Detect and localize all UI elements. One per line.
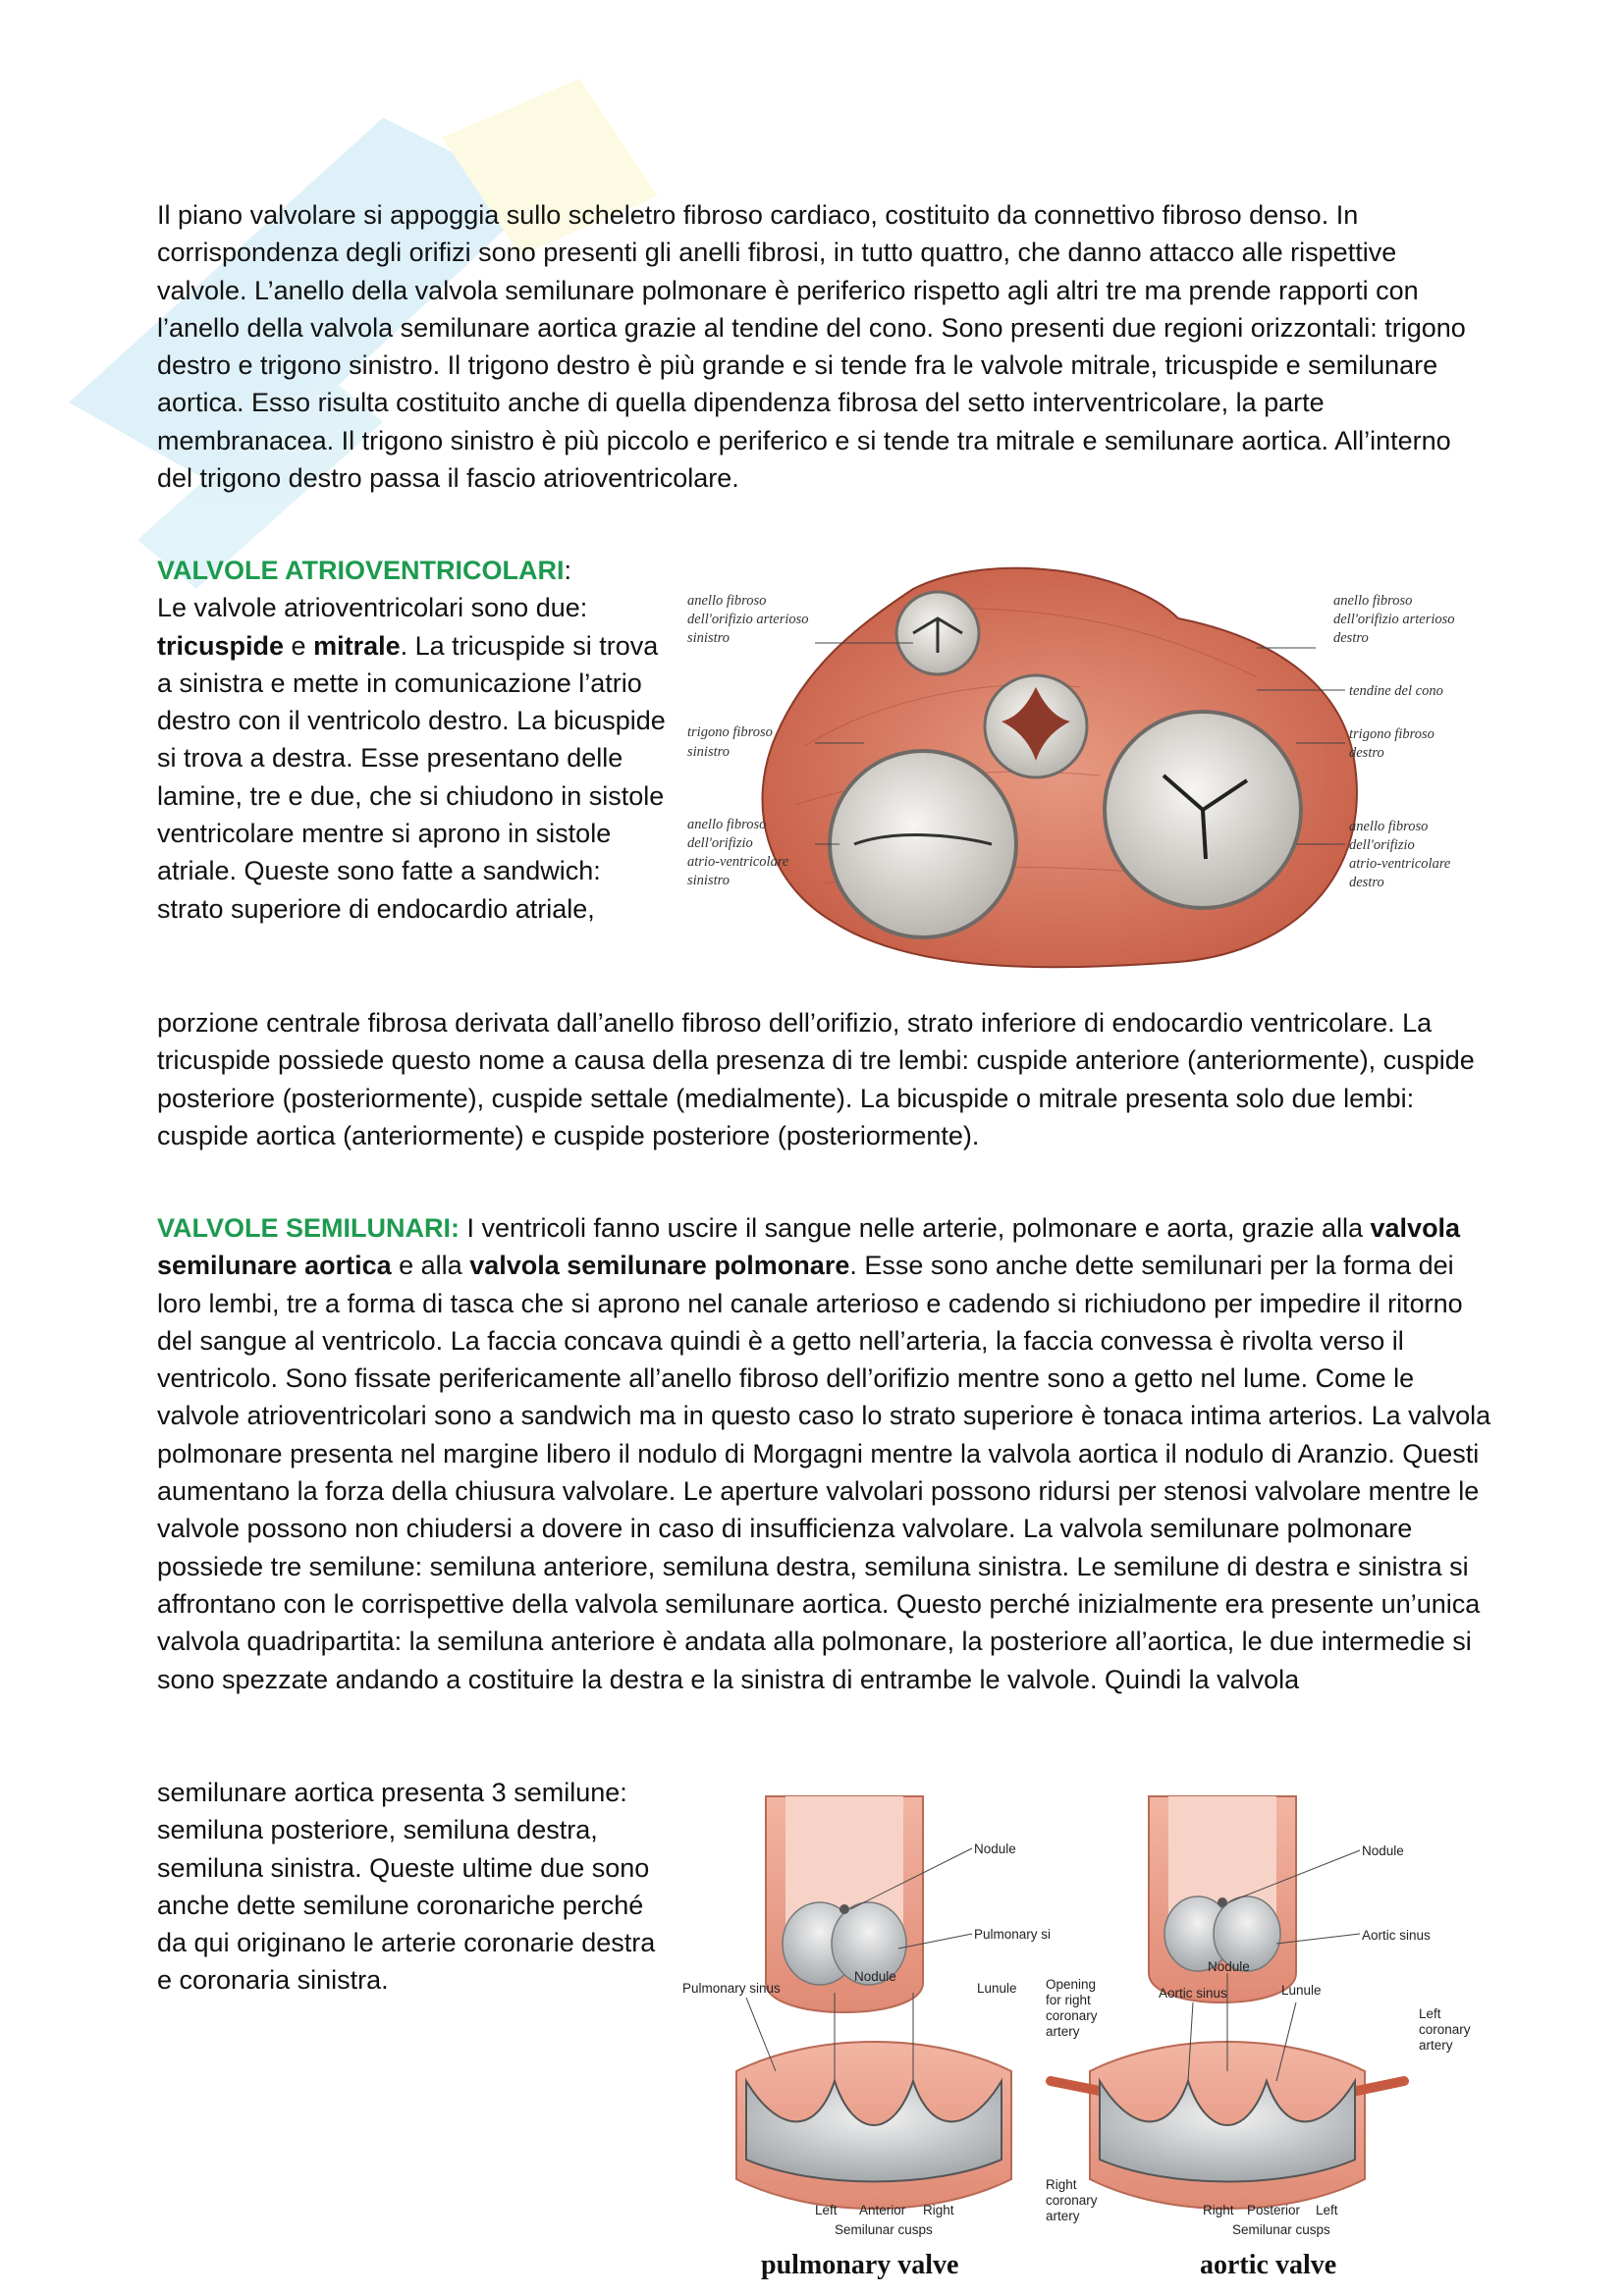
av-text-2: . La tricuspide si trova a sinistra e mette in comunicazione l’atrio destro con il ventricolo destro. La bicuspide si trova a destra. Esse presentano delle lamine, tre e due, che si chiudono in sistole ventricolare mentre si aprono in sistole atriale. Queste sono fatte a sandwich: strato superiore di endocardio atriale, — [157, 630, 666, 924]
label-left-trigone-2: sinistro — [687, 744, 730, 760]
sl-heading: VALVOLE SEMILUNARI: — [157, 1213, 460, 1243]
av-label-opening-1: Opening — [1046, 1977, 1097, 1992]
caption-pulmonary-valve: pulmonary valve — [761, 2250, 959, 2280]
av-label-aortic-sinus-top: Aortic sinus — [1362, 1928, 1431, 1943]
av-label-aortic-sinus: Aortic sinus — [1159, 1986, 1227, 2001]
label-left-trigone-1: trigono fibroso — [687, 724, 773, 740]
label-right-av-ring-4: destro — [1349, 875, 1384, 890]
av-label-right-coronary-1: Right — [1046, 2177, 1077, 2192]
av-bold-tricuspide: tricuspide — [157, 630, 285, 661]
label-right-av-ring-3: atrio-ventricolare — [1349, 856, 1451, 872]
label-left-av-ring-1: anello fibroso — [687, 817, 767, 832]
av-label-opening-4: artery — [1046, 2024, 1080, 2039]
pulmonary-vessel-view — [766, 1796, 1051, 2012]
pv-label-pulmonary-sinus: Pulmonary sinus — [682, 1981, 781, 1996]
label-left-av-ring-4: sinistro — [687, 873, 730, 888]
label-aortic-ring-2: dell'orifizio arterioso — [1333, 612, 1455, 627]
av-intro-paragraph — [157, 552, 668, 928]
caption-aortic-valve: aortic valve — [1200, 2250, 1337, 2280]
av-label-right: Right — [1203, 2203, 1234, 2217]
pv-label-nodule: Nodule — [854, 1969, 896, 1984]
av-label-left-coronary-2: coronary — [1419, 2022, 1471, 2037]
av-heading-colon: : — [564, 556, 572, 585]
av-text-1: Le valvole atrioventricolari sono due: — [157, 593, 588, 623]
av-heading: VALVOLE ATRIOVENTRICOLARI — [157, 556, 565, 585]
sl-text-1: I ventricoli fanno uscire il sangue nelle arterie, polmonare e aorta, grazie alla — [460, 1213, 1371, 1243]
label-pulmonary-ring-3: sinistro — [687, 630, 730, 646]
intro-paragraph: Il piano valvolare si appoggia sullo scheletro fibroso cardiaco, costituito da connettivo fibroso denso. In corrispondenza degli orifizi sono presenti gli anelli fibrosi, in tutto quattro, che danno attacco alle rispettive valvole. L’anello della valvola semilunare polmonare è periferico rispetto agli altri tre ma prende rapporti con l’anello della valvola semilunare aortica grazie al tendine del cono. Sono presenti due regioni orizzontali: trigono destro e trigono sinistro. Il trigono destro è più grande e si tende fra le valvole mitrale, tricuspide e semilunare aortica. Esso risulta costituito anche di quella dipendenza fibrosa del setto interventricolare, la parte membranacea. Il trigono sinistro è più piccolo e periferico e si tende tra mitrale e semilunare aortica. All’interno del trigono destro passa il fascio atrioventricolare. — [157, 200, 1466, 494]
av-label-left: Left — [1316, 2203, 1338, 2217]
av-label-left-coronary-1: Left — [1419, 2006, 1441, 2021]
label-right-trigone-2: destro — [1349, 745, 1384, 761]
label-aortic-ring-1: anello fibroso — [1333, 593, 1413, 609]
av-label-left-coronary-3: artery — [1419, 2038, 1453, 2053]
av-label-nodule: Nodule — [1208, 1959, 1250, 1974]
pv-label-semilunar-cusps: Semilunar cusps — [835, 2222, 933, 2237]
av-label-nodule-top: Nodule — [1362, 1843, 1404, 1858]
label-aortic-ring-3: destro — [1333, 630, 1369, 646]
pv-label-anterior: Anterior — [859, 2203, 906, 2217]
label-left-av-ring-3: atrio-ventricolare — [687, 854, 789, 870]
av-label-posterior: Posterior — [1247, 2203, 1301, 2217]
label-right-av-ring-2: dell'orifizio — [1349, 837, 1415, 853]
sl-text-2: e alla — [391, 1251, 470, 1281]
semilunar-valves-figure — [677, 1787, 1522, 2258]
pv-label-left: Left — [815, 2203, 838, 2217]
av-label-opening-2: for right — [1046, 1993, 1091, 2007]
av-label-right-coronary-3: artery — [1046, 2209, 1080, 2223]
av-label-lunule: Lunule — [1281, 1983, 1322, 1998]
sl-bold-pulmonary: valvola semilunare polmonare — [469, 1251, 850, 1281]
pv-label-right: Right — [923, 2203, 954, 2217]
aortic-vessel-view — [1149, 1796, 1431, 2002]
av-label-right-coronary-2: coronary — [1046, 2193, 1098, 2208]
aortic-open-view — [1046, 1959, 1471, 2237]
av-continuation-paragraph: porzione centrale fibrosa derivata dall’anello fibroso dell’orifizio, strato inferiore di endocardio ventricolare. La tricuspide possiede questo nome a causa della presenza di tre lembi: cuspide anteriore (anteriormente), cuspide posteriore (posteriormente), cuspide settale (medialmente). La bicuspide o mitrale presenta solo due lembi: cuspide aortica (anteriormente) e cuspide posteriore (posteriormente). — [157, 1008, 1475, 1150]
pv-label-pulmonary-si: Pulmonary si — [974, 1927, 1052, 1942]
av-label-opening-3: coronary — [1046, 2008, 1098, 2023]
label-right-av-ring-1: anello fibroso — [1349, 819, 1429, 834]
label-left-av-ring-2: dell'orifizio — [687, 835, 753, 851]
pv-label-nodule-top: Nodule — [974, 1842, 1016, 1856]
label-conus-tendon: tendine del cono — [1349, 683, 1443, 699]
sl-text-3: . Esse sono anche dette semilunari per la forma dei loro lembi, tre a forma di tasca che si aprono nel canale arterioso e cadendo si richiudono per impedire il ritorno del sangue al ventricolo. La faccia concava quindi è a getto nell’arteria, la faccia convessa è rivolta verso il ventricolo. Sono fissate perifericamente all’anello fibroso dell’orifizio mentre sono a getto nel lume. Come le valvole atrioventricolari sono a sandwich ma in questo caso lo strato superiore è tonaca intima arterios. La valvola polmonare presenta nel margine libero il nodulo di Morgagni mentre la valvola aortica il nodulo di Aranzio. Questi aumentano la forza della chiusura valvolare. Le aperture valvolari possono ridursi per stenosi valvolare mentre le valvole possono non chiudersi a dovere in caso di insufficienza valvolare. La valvola semilunare polmonare possiede tre semilune: semiluna anteriore, semiluna destra, semiluna sinistra. Le semilune di destra e sinistra si affrontano con le corrispettive della valvola semilunare aortica. Questo perché inizialmente era presente un’unica valvola quadripartita: la semiluna anteriore è andata alla polmonare, la posteriore all’aortica, le due intermedie si sono spezzate andando a costituire la destra e la sinistra di entrambe le valvole. Quindi la valvola — [157, 1251, 1491, 1694]
av-label-semilunar-cusps: Semilunar cusps — [1232, 2222, 1330, 2237]
semilunar-continuation-paragraph: semilunare aortica presenta 3 semilune: semiluna posteriore, semiluna destra, semiluna sinistra. Queste ultime due sono anche dette semilune coronariche perché da qui originano le arterie coronarie destra e coronaria sinistra. — [157, 1778, 656, 1996]
label-pulmonary-ring-2: dell'orifizio arterioso — [687, 612, 809, 627]
label-pulmonary-ring-1: anello fibroso — [687, 593, 767, 609]
valve-plane-figure — [668, 550, 1483, 982]
pv-label-lunule: Lunule — [977, 1981, 1017, 1996]
sl-bold-aortic: valvola semilunare aortica — [157, 1213, 1461, 1281]
label-right-trigone-1: trigono fibroso — [1349, 726, 1435, 742]
av-and: e — [284, 630, 314, 661]
semilunar-paragraph — [157, 1209, 1492, 1698]
av-bold-mitrale: mitrale — [313, 630, 401, 661]
